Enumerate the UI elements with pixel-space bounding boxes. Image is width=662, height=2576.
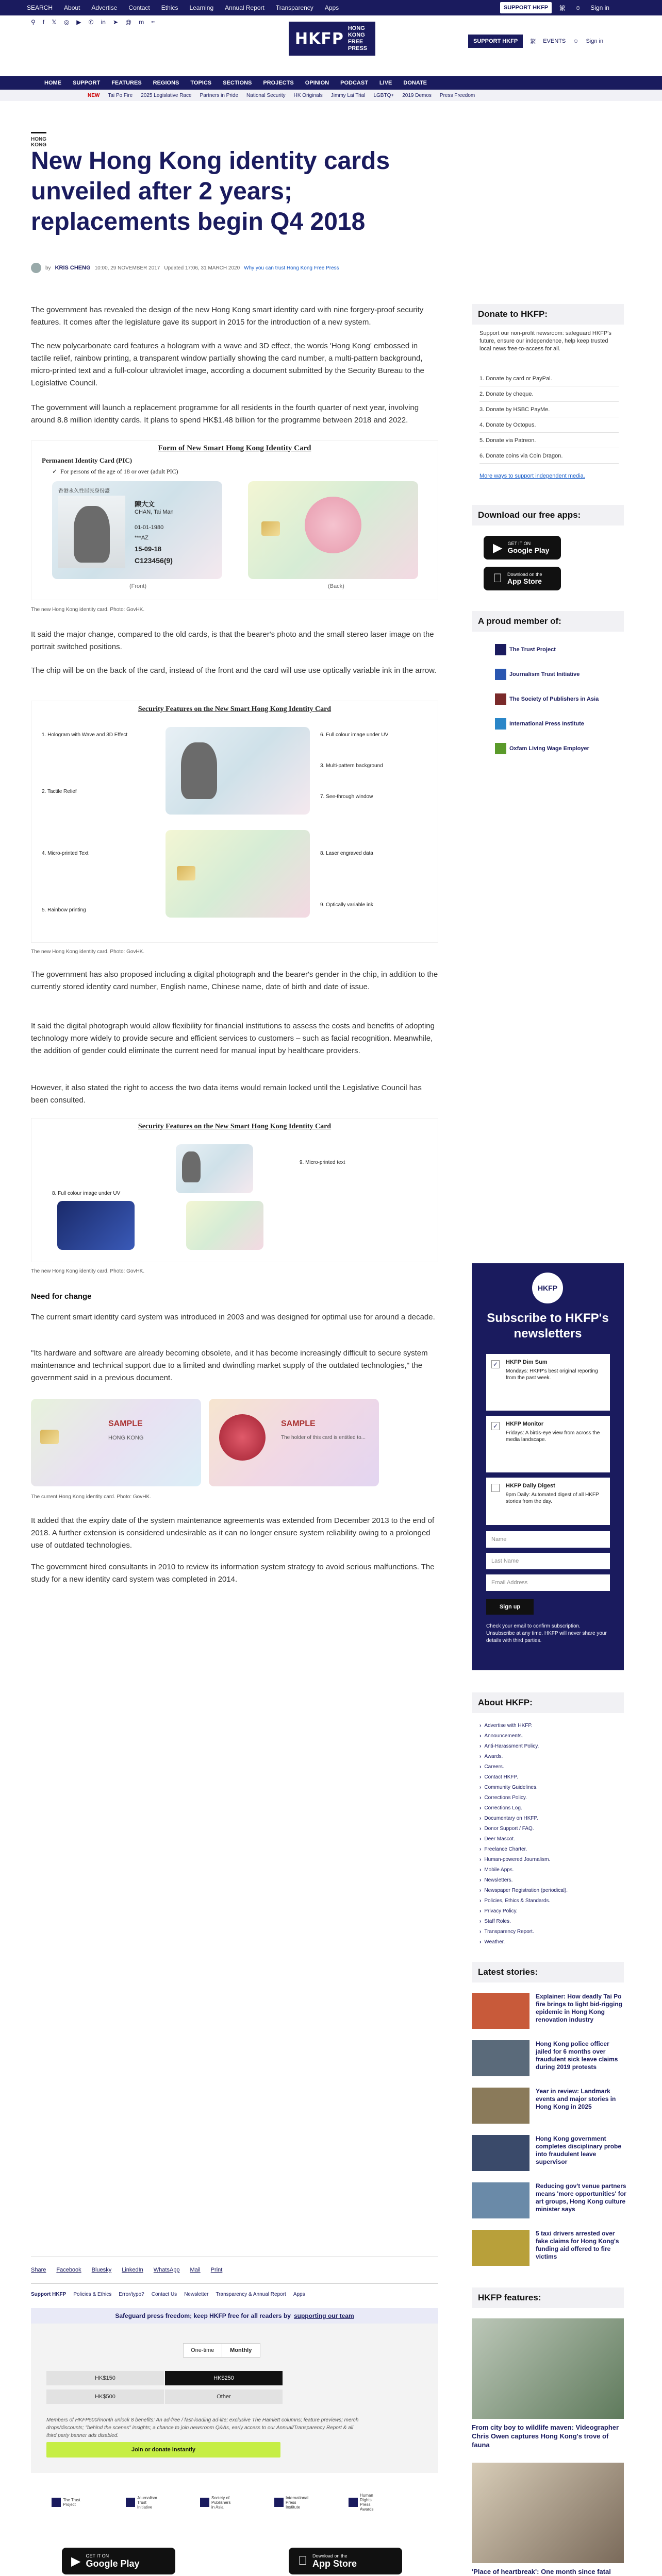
topic-link[interactable]: Tai Po Fire [108, 92, 133, 98]
about-link[interactable]: › Transparency Report. [479, 1927, 568, 1937]
newsletter-option-monitor[interactable]: ✓ HKFP Monitor Fridays: A birds-eye view from across the media landscape. [486, 1416, 610, 1472]
updated-date: Updated 17:06, 31 MARCH 2020 [164, 265, 240, 271]
topic-link[interactable]: 2019 Demos [402, 92, 432, 98]
nav-donate[interactable]: DONATE [403, 80, 427, 86]
amount-option-selected[interactable]: HK$250 [165, 2371, 283, 2385]
feature-label: 8. Full colour image under UV [52, 1191, 121, 1196]
about-link[interactable]: › Newspaper Registration (periodical). [479, 1886, 568, 1896]
back-label: (Back) [328, 583, 344, 589]
newsletter-logo: HKFP [532, 1273, 563, 1303]
more-ways-link[interactable]: More ways to support independent media. [479, 473, 585, 479]
utility-advertise-link[interactable]: Advertise [91, 4, 118, 11]
about-link[interactable]: › Freelance Charter. [479, 1844, 568, 1855]
share-facebook[interactable]: Facebook [56, 2267, 81, 2273]
donate-method[interactable]: 6. Donate coins via Coin Dragon. [479, 448, 619, 464]
feature-story[interactable]: From city boy to wildlife maven: Videographer Chris Owen captures Hong Kong's trove of fauna [472, 2318, 624, 2449]
latest-heading: Latest stories: [472, 1962, 624, 1982]
checkbox-checked[interactable]: ✓ [491, 1360, 500, 1368]
logo-mark: HKFP [295, 29, 344, 48]
sample-watermark: SAMPLE [108, 1419, 143, 1428]
header-signin-link[interactable]: Sign in [586, 38, 604, 44]
checkbox-checked[interactable]: ✓ [491, 1422, 500, 1430]
old-card-text: The holder of this card is entitled to... [281, 1435, 366, 1440]
about-link[interactable]: › Corrections Log. [479, 1803, 568, 1814]
card-dob: 01-01-1980 [135, 524, 164, 531]
figure-title: Security Features on the New Smart Hong Kong Identity Card [138, 1123, 332, 1130]
id-card-form-figure [31, 440, 438, 600]
about-links [479, 1721, 568, 1947]
name-field[interactable]: Name [486, 1531, 610, 1548]
portrait-photo [181, 742, 217, 799]
sample-watermark: SAMPLE [281, 1419, 316, 1428]
donation-widget [31, 2324, 438, 2473]
topic-link[interactable]: Jimmy Lai Trial [330, 92, 366, 98]
partner-logo[interactable]: Journalism Trust Initiative [126, 2496, 157, 2509]
story-thumbnail [472, 2040, 529, 2076]
utility-learning-link[interactable]: Learning [189, 4, 214, 11]
top-utility-bar [0, 0, 662, 15]
amount-option[interactable]: HK$150 [46, 2371, 164, 2385]
chip-icon [40, 1430, 59, 1444]
google-play-icon: ▶ [493, 540, 503, 555]
utility-about-link[interactable]: About [64, 4, 80, 11]
nav-regions[interactable]: REGIONS [153, 80, 179, 86]
topic-link[interactable]: 2025 Legislative Race [141, 92, 192, 98]
nav-support[interactable]: SUPPORT [73, 80, 101, 86]
article-paragraph: The government hired consultants in 2010 to review its information system strategy to avoid serious malfunctions. The study for a new identity card system was completed in 2014. [31, 1563, 435, 1584]
share-mail[interactable]: Mail [190, 2267, 201, 2273]
utility-contact-link[interactable]: Contact [128, 4, 150, 11]
sidebar-app-store-badge[interactable]: Download on the App Store [484, 567, 561, 590]
article-paragraph: The current smart identity card system was introduced in 2003 and was designed for optimal use for around a decade. [31, 1313, 435, 1321]
feature-label: 8. Laser engraved data [320, 851, 373, 856]
article-category[interactable]: HONG KONG [31, 132, 46, 148]
chip-icon [261, 521, 280, 536]
share-linkedin[interactable]: LinkedIn [122, 2267, 143, 2273]
about-link[interactable]: › Donor Support / FAQ. [479, 1824, 568, 1834]
figure-title: Form of New Smart Hong Kong Identity Card [158, 444, 311, 452]
donate-method[interactable]: 5. Donate via Patreon. [479, 433, 619, 448]
byline: by KRIS CHENG 10:00, 29 NOVEMBER 2017 Updated 17:06, 31 MARCH 2020 Why you can trust Hong Kong Free Press [31, 262, 339, 274]
feature-label: 4. Micro-printed Text [42, 851, 89, 856]
amount-other[interactable]: Other [165, 2389, 283, 2404]
feature-story[interactable]: 'Place of heartbreak': One month since fatal [472, 2463, 624, 2576]
utility-apps-link[interactable]: Apps [324, 4, 339, 11]
story-thumbnail [472, 2135, 529, 2171]
newsletter-option-dimsum[interactable]: ✓ HKFP Dim Sum Mondays: HKFP's best original reporting from the past week. [486, 1354, 610, 1411]
logo-line1: HONG KONG [347, 25, 365, 38]
about-link[interactable]: › Corrections Policy. [479, 1793, 568, 1803]
signup-button[interactable]: Sign up [486, 1599, 534, 1615]
amount-option[interactable]: HK$500 [46, 2389, 164, 2404]
utility-links [27, 0, 339, 15]
member-logo[interactable]: The Trust Project [495, 644, 608, 655]
utility-ethics-link[interactable]: Ethics [161, 4, 178, 11]
feature-label: 9. Optically variable ink [320, 902, 373, 908]
about-link[interactable]: › Anti-Harassment Policy. [479, 1741, 568, 1752]
article-paragraph: "Its hardware and software are already becoming obsolete, and it has become increasingly difficult to secure system maintenance and technical support due to a limited and dwindling market supply of the outdated technologies," the government said in a previous document. [31, 1349, 428, 1382]
utility-transparency-link[interactable]: Transparency [275, 4, 313, 11]
partner-logo[interactable]: International Press Institute [274, 2496, 305, 2509]
card-code: ***AZ [135, 535, 148, 541]
feature-label: 9. Micro-printed text [300, 1160, 345, 1165]
figure-bullet: For persons of the age of 18 or over (adult PIC) [60, 468, 178, 475]
card-issue: 15-09-18 [135, 545, 162, 553]
share-bluesky[interactable]: Bluesky [91, 2267, 112, 2273]
id-card-back [166, 830, 310, 918]
story-thumbnail [472, 2182, 529, 2218]
utility-annual-report-link[interactable]: Annual Report [225, 4, 264, 11]
safeguard-text: Safeguard press freedom; keep HKFP free for all readers by [115, 2312, 291, 2319]
whatsapp-icon[interactable]: ✆ [88, 19, 94, 26]
app-store-badge[interactable]: Download on the App Store [289, 2548, 402, 2574]
article-paragraph: It said the major change, compared to the old cards, is that the bearer's photo and the small stereo laser image on the portrait switched positions. [31, 630, 434, 651]
portrait-photo [182, 1151, 201, 1182]
apple-icon [298, 2554, 307, 2568]
about-heading: About HKFP: [472, 1692, 624, 1713]
frequency-toggle[interactable] [183, 2343, 260, 2358]
logo-line2: FREE PRESS [347, 39, 368, 52]
about-link[interactable]: › Staff Roles. [479, 1917, 568, 1927]
latest-story[interactable]: Hong Kong government completes disciplinary probe into fraudulent leave supervisor [472, 2135, 626, 2176]
about-link[interactable]: › Weather. [479, 1937, 568, 1947]
safeguard-banner [31, 2308, 438, 2324]
current-id-card-figure [31, 1399, 438, 1489]
author-avatar [31, 263, 41, 273]
join-donate-button[interactable]: Join or donate instantly [46, 2442, 280, 2458]
front-label: (Front) [129, 583, 146, 589]
nav-projects[interactable]: PROJECTS [263, 80, 294, 86]
id-card-back [186, 1201, 263, 1250]
feature-label: 7. See-through window [320, 794, 373, 800]
section-subheading: Need for change [31, 1292, 92, 1301]
apple-icon [493, 571, 502, 586]
member-logo[interactable]: The Society of Publishers in Asia [495, 693, 608, 705]
story-thumbnail [472, 2230, 529, 2266]
latest-story[interactable]: Reducing gov't venue partners means 'more opportunities' for art groups, Hong Kong culture minister says [472, 2182, 626, 2224]
feature-label: 5. Rainbow printing [42, 907, 86, 913]
monthly-option[interactable]: Monthly [222, 2344, 260, 2357]
figure-subtitle: Permanent Identity Card (PIC) [42, 456, 133, 464]
article-paragraph: The new polycarbonate card features a hologram with a wave and 3D effect, the words 'Hong Kong' embossed in tactile relief, rainbow printing, a transparent window partially showing the card number, a multi-pattern background, micro-printed text and a full-colour ultraviolet image, according a document submitted by the Security Bureau to the Legislative Council. [31, 342, 424, 387]
topic-link[interactable]: National Security [246, 92, 286, 98]
bullet-icon: ✓ [52, 468, 58, 475]
support-links [31, 2292, 305, 2297]
feature-label: 2. Tactile Relief [42, 789, 77, 794]
header-actions [468, 34, 603, 48]
author-name[interactable]: KRIS CHENG [55, 265, 91, 271]
id-card-back [248, 481, 418, 579]
support-link[interactable]: Apps [293, 2292, 305, 2297]
id-card-front [166, 727, 310, 815]
newsletter-fine-print: Check your email to confirm subscription. Unsubscribe at any time. HKFP will never share your details with third parties. [486, 1623, 607, 1643]
events-link[interactable]: EVENTS [543, 38, 566, 44]
donation-fine-print: Members of HKFP500/month unlock 8 benefits: An ad-free / fast-loading ad-lite; exclusive The Hamlett columns; feature previews; merch drops/discounts; "behind the scenes" insights; a chance to join newsroom Q&As, early access to our Annual/Transparency Report & all third party banner ads disabled. [46, 2417, 359, 2438]
linkedin-icon[interactable]: in [101, 19, 106, 26]
chip-features-figure [31, 1118, 438, 1262]
donate-heading: Donate to HKFP: [472, 304, 624, 325]
support-link[interactable]: Support HKFP [31, 2292, 67, 2297]
x-icon[interactable]: 𝕏 [52, 19, 57, 26]
topic-link[interactable]: Press Freedom [439, 92, 475, 98]
main-nav [0, 76, 662, 90]
newsletter-title: Subscribe to HKFP's newsletters [487, 1311, 609, 1341]
article-paragraph: The government has also proposed including a digital photograph and the bearer's gender in the chip, in addition to the currently stored identity card number, English name, Chinese name, date of birth and date of issue. [31, 970, 438, 991]
about-link[interactable]: › Careers. [479, 1762, 568, 1772]
feature-image [472, 2318, 624, 2419]
id-card-front [176, 1144, 253, 1193]
donate-method[interactable]: 1. Donate by card or PayPal. [479, 371, 619, 386]
donate-method[interactable]: 4. Donate by Octopus. [479, 417, 619, 433]
member-logo[interactable]: International Press Institute [495, 718, 608, 730]
safeguard-link[interactable]: supporting our team [293, 2312, 354, 2319]
member-heading: A proud member of: [472, 611, 624, 632]
nav-live[interactable]: LIVE [379, 80, 392, 86]
about-link[interactable]: › Mobile Apps. [479, 1865, 568, 1875]
article-paragraph: The government has revealed the design of the new Hong Kong smart identity card with nine forgery-proof security features. It comes after the legislature gave its support in 2015 for the introduction of a new system. [31, 306, 424, 327]
about-link[interactable]: › Community Guidelines. [479, 1783, 568, 1793]
card-hk-label: 香港永久性居民身份證 [58, 488, 110, 494]
story-thumbnail [472, 1993, 529, 2029]
article-paragraph: The government will launch a replacement programme for all residents in the fourth quarter of next year, involving around 8.8 million identity cards. It plans to spend HK$1.48 billion for the programme between 2018 and 2022. [31, 403, 419, 425]
user-icon[interactable]: ☺ [575, 4, 582, 11]
member-logos [495, 644, 608, 754]
latest-story[interactable]: Year in review: Landmark events and major stories in Hong Kong in 2025 [472, 2088, 626, 2129]
facebook-icon[interactable]: f [42, 19, 45, 26]
google-play-badge[interactable]: ▶ GET IT ON Google Play [62, 2548, 175, 2574]
article-paragraph: It added that the expiry date of the system maintenance agreements was extended from December 2013 to the end of 2018. A further extension is considered undesirable as it can no longer ensure system reliability owing to a prolonged use of outdated technologies. [31, 1516, 435, 1550]
sidebar-google-play-badge[interactable]: ▶ GET IT ON Google Play [484, 536, 561, 560]
figure-title: Security Features on the New Smart Hong Kong Identity Card [138, 705, 332, 713]
feature-label: 6. Full colour image under UV [320, 732, 389, 738]
instagram-icon[interactable]: ◎ [63, 19, 70, 26]
old-card-front [31, 1399, 201, 1486]
feature-label: 3. Multi-pattern background [320, 763, 383, 769]
about-link[interactable]: › Human-powered Journalism. [479, 1855, 568, 1865]
card-number: C123456(9) [135, 556, 173, 565]
latest-story[interactable]: 5 taxi drivers arrested over fake claims for Hong Kong's funding aid offered to fire victims [472, 2230, 626, 2271]
topic-link[interactable]: Partners in Pride [200, 92, 239, 98]
card-name-en: CHAN, Tai Man [135, 509, 174, 515]
old-card-brand: HONG KONG [108, 1435, 144, 1441]
topic-link[interactable]: LGBTQ+ [373, 92, 394, 98]
about-link[interactable]: › Announcements. [479, 1731, 568, 1741]
share-link[interactable]: Share [31, 2267, 46, 2273]
header-language-toggle[interactable]: 繁 [530, 39, 536, 45]
about-link[interactable]: › Newsletters. [479, 1875, 568, 1886]
nav-podcast[interactable]: PODCAST [340, 80, 368, 86]
search-icon[interactable]: ⚲ [31, 19, 36, 26]
image-caption: The current Hong Kong identity card. Photo: GovHK. [31, 1494, 151, 1500]
article-paragraph: The chip will be on the back of the card, instead of the front and the card will use use optically variable ink in the arrow. [31, 666, 437, 675]
youtube-icon[interactable]: ▶ [76, 19, 81, 26]
last-name-field[interactable]: Last Name [486, 1553, 610, 1569]
language-toggle[interactable]: 繁 [559, 4, 566, 12]
security-features-figure [31, 701, 438, 943]
image-caption: The new Hong Kong identity card. Photo: GovHK. [31, 1268, 145, 1274]
trending-topics [0, 90, 662, 101]
features-heading: HKFP features: [472, 2287, 624, 2308]
about-link[interactable]: › Deer Mascot. [479, 1834, 568, 1844]
threads-icon[interactable]: @ [125, 19, 132, 26]
support-hkfp-button[interactable]: SUPPORT HKFP [468, 35, 523, 48]
about-link[interactable]: › Contact HKFP. [479, 1772, 568, 1783]
share-whatsapp[interactable]: WhatsApp [153, 2267, 180, 2273]
nav-sections[interactable]: SECTIONS [223, 80, 252, 86]
donate-methods [479, 371, 619, 464]
site-logo[interactable] [289, 22, 375, 56]
support-link[interactable]: Transparency & Annual Report [216, 2292, 286, 2297]
support-hkfp-top-button[interactable]: SUPPORT HKFP [500, 2, 552, 13]
article-paragraph: However, it also stated the right to access the two data items would remain locked until the Legislative Council has been consulted. [31, 1083, 422, 1105]
google-play-icon: ▶ [71, 2554, 81, 2568]
image-caption: The new Hong Kong identity card. Photo: GovHK. [31, 607, 145, 613]
partner-logo[interactable]: Human Rights Press Awards [349, 2496, 379, 2509]
email-field[interactable]: Email Address [486, 1574, 610, 1591]
apps-heading: Download our free apps: [472, 505, 624, 526]
nav-topics[interactable]: TOPICS [190, 80, 212, 86]
partner-logos [52, 2493, 379, 2512]
support-link[interactable]: Contact Us [151, 2292, 177, 2297]
bauhinia-emblem [305, 497, 361, 553]
support-link[interactable]: Newsletter [184, 2292, 209, 2297]
latest-story[interactable]: Hong Kong police officer jailed for 6 months over fraudulent sick leave claims during 2019 protests [472, 2040, 626, 2081]
id-card-front [52, 481, 222, 579]
posted-date: 10:00, 29 NOVEMBER 2017 [94, 265, 160, 271]
signin-link[interactable]: Sign in [590, 4, 609, 11]
member-logo[interactable]: Oxfam Living Wage Employer [495, 743, 608, 754]
about-link[interactable]: › Documentary on HKFP. [479, 1814, 568, 1824]
rss-icon[interactable]: ≈ [151, 19, 155, 26]
image-caption: The new Hong Kong identity card. Photo: GovHK. [31, 949, 145, 955]
newsletter-signup [472, 1263, 624, 1670]
about-link[interactable]: › Advertise with HKFP. [479, 1721, 568, 1731]
chip-icon [177, 866, 195, 880]
about-link[interactable]: › Policies, Ethics & Standards. [479, 1896, 568, 1906]
bauhinia-emblem [219, 1414, 266, 1461]
partner-logo[interactable]: The Trust Project [52, 2496, 82, 2509]
nav-opinion[interactable]: OPINION [305, 80, 329, 86]
donate-intro: Support our non-profit newsroom: safeguard HKFP's future, ensure our independence, help keep trusted local news free-to-access for all. [479, 330, 611, 352]
story-thumbnail [472, 2088, 529, 2124]
article-headline: New Hong Kong identity cards unveiled after 2 years; replacements begin Q4 2018 [31, 147, 390, 235]
mastodon-icon[interactable]: m [139, 19, 144, 26]
support-link[interactable]: Policies & Ethics [73, 2292, 112, 2297]
member-logo[interactable]: Journalism Trust Initiative [495, 669, 608, 680]
nav-features[interactable]: FEATURES [111, 80, 142, 86]
feature-image [472, 2463, 624, 2563]
share-print[interactable]: Print [210, 2267, 223, 2273]
about-link[interactable]: › Privacy Policy. [479, 1906, 568, 1917]
utility-search-link[interactable]: SEARCH [27, 4, 53, 11]
share-bar [31, 2267, 222, 2273]
uv-card-image [57, 1201, 135, 1250]
user-icon[interactable]: ☺ [573, 38, 579, 44]
partner-logo[interactable]: Society of Publishers in Asia [200, 2496, 231, 2509]
topics-label: NEW [88, 92, 100, 98]
latest-story[interactable]: Explainer: How deadly Tai Po fire brings to light bid-rigging epidemic in Hong Kong renovation industry [472, 1993, 626, 2034]
feature-label: 1. Hologram with Wave and 3D Effect [42, 732, 128, 738]
support-link[interactable]: Error/typo? [119, 2292, 144, 2297]
old-card-back [209, 1399, 379, 1486]
telegram-icon[interactable]: ➤ [112, 19, 118, 26]
checkbox-unchecked[interactable] [491, 1484, 500, 1492]
card-name-cn: 陳大文 [135, 500, 155, 508]
nav-home[interactable]: HOME [44, 80, 61, 86]
newsletter-option-digest[interactable]: HKFP Daily Digest 9pm Daily: Automated digest of all HKFP stories from the day. [486, 1478, 610, 1525]
one-time-option[interactable]: One-time [191, 2347, 214, 2353]
trust-link[interactable]: Why you can trust Hong Kong Free Press [244, 265, 339, 271]
article-paragraph: It said the digital photograph would allow flexibility for financial institutions to assess the costs and benefits of adopting technology more widely to provide secure and efficient services to customers – such as facial recognition. Meanwhile, the addition of gender could eliminate the current need for manual input by healthcare providers. [31, 1022, 435, 1055]
portrait-photo [74, 506, 110, 563]
topic-link[interactable]: HK Originals [293, 92, 323, 98]
donate-method[interactable]: 2. Donate by cheque. [479, 386, 619, 402]
donate-method[interactable]: 3. Donate by HSBC PayMe. [479, 402, 619, 417]
about-link[interactable]: › Awards. [479, 1752, 568, 1762]
